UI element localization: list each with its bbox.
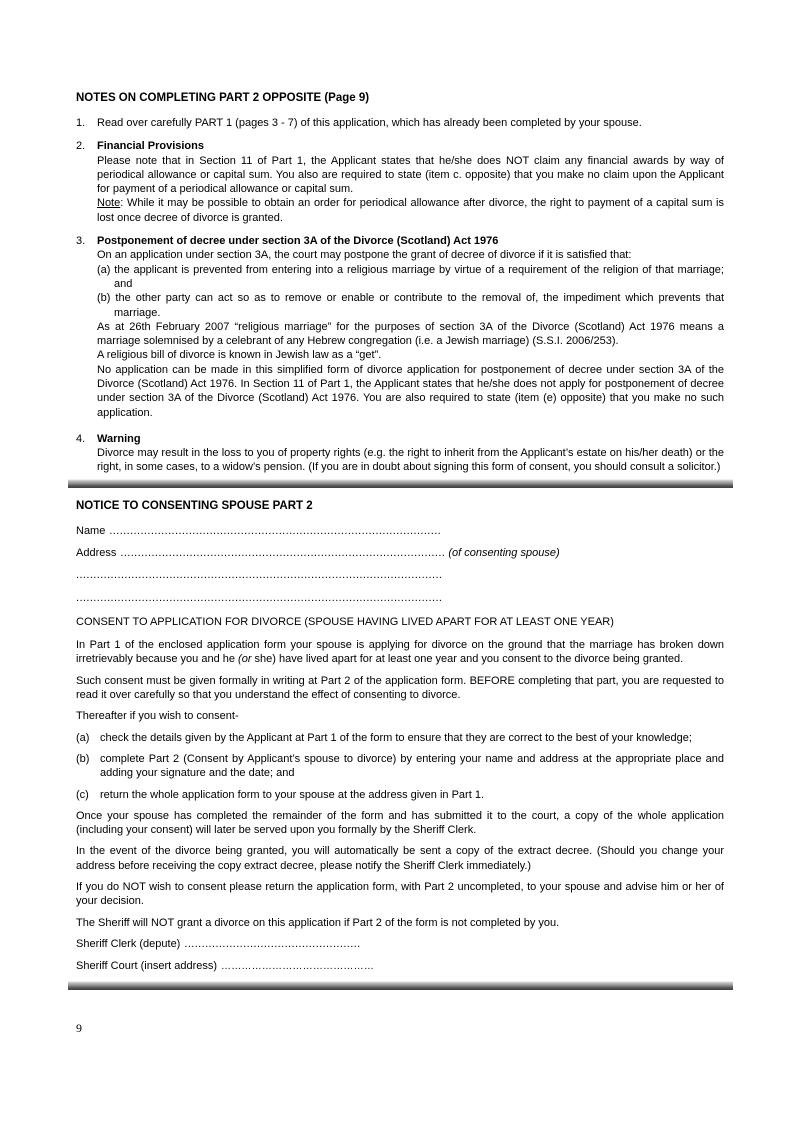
- consent-step-b-label: (b): [76, 752, 90, 765]
- address-line-3: [76, 591, 724, 605]
- consent-step-b-text: complete Part 2 (Consent by Applicant’s spouse to divorce) by entering your name and address at the appropriate place and adding your signature and the date; and: [100, 752, 724, 780]
- note-item-2-note: [97, 196, 724, 225]
- consent-paragraph-5: In the event of the divorce being granted, you will automatically be sent a copy of the extract decree. (Should you change your address before receiving the copy extract decree, please notify the Sheriff Clerk immediately.): [76, 845, 724, 872]
- note-item-2-heading: Financial Provisions: [97, 140, 204, 153]
- consent-heading: CONSENT TO APPLICATION FOR DIVORCE (SPOUSE HAVING LIVED APART FOR AT LEAST ONE YEAR): [76, 615, 614, 628]
- sheriff-clerk-line: [76, 937, 724, 951]
- consent-step-b: [76, 752, 724, 781]
- note-item-4-heading: Warning: [97, 432, 141, 445]
- sheriff-court-fill-dots: ………………………………………: [221, 961, 375, 973]
- note-item-3-paragraph-3: A religious bill of divorce is known in Jewish law as a “get”.: [97, 349, 382, 362]
- consent-paragraph-6: If you do NOT wish to consent please return the application form, with Part 2 uncompleted, to your spouse and advise him or her of your decision.: [76, 881, 724, 908]
- note-item-2-paragraph: Please note that in Section 11 of Part 1, the Applicant states that he/she does NOT claim any financial awards by way of periodical allowance or capital sum. You also are required to state (item c. opposite) that you make no claim upon the Applicant for payment of a periodical allowance or capital sum.: [97, 154, 724, 196]
- consent-step-c-text: return the whole application form to your spouse at the address given in Part 1.: [100, 788, 484, 801]
- consent-paragraph-1: [76, 638, 724, 667]
- note-item-3-number: 3.: [76, 235, 86, 248]
- note-label: Note: [97, 197, 121, 210]
- note-item-4-paragraph: Divorce may result in the loss to you of property rights (e.g. the right to inherit from the Applicant’s estate on his/her death) or the right, in some cases, to a widow’s pension. (If you are in doubt about signing this form of consent, you should consult a solicitor.): [97, 447, 724, 474]
- note-item-3-sub-b: (b) the other party can act so as to remove or enable or contribute to the removal of, the impediment which prevents that marriage.: [97, 292, 724, 319]
- note-item-2: [76, 139, 724, 225]
- name-line: [76, 524, 724, 538]
- consent-step-c: [76, 788, 724, 802]
- note-item-3: [76, 234, 724, 420]
- consent-step-a-text: check the details given by the Applicant at Part 1 of the form to ensure that they are correct to the best of your knowledge;: [100, 731, 692, 744]
- notice-title: NOTICE TO CONSENTING SPOUSE PART 2: [76, 499, 313, 512]
- note-item-1-number: 1.: [76, 116, 86, 129]
- note-item-3-paragraph-4: No application can be made in this simplified form of divorce application for postponement of decree under section 3A of the Divorce (Scotland) Act 1976. In Section 11 of Part 1, the Applicant states that he/she does not apply for postponement of decree under section 3A of the Divorce (Scotland) Act 1976. You are also required to state (item (e) opposite) that you make no such application.: [97, 363, 724, 419]
- note-item-1-text: Read over carefully PART 1 (pages 3 - 7) of this application, which has already been completed by your spouse.: [97, 116, 642, 129]
- consent-step-c-label: (c): [76, 788, 89, 801]
- note-text: : While it may be possible to obtain an order for periodical allowance after divorce, the right to payment of a capital sum is lost once decree of divorce is granted.: [97, 197, 724, 224]
- sheriff-court-line: [76, 959, 724, 973]
- address-fill-dots-3: ..........................................................................................................: [76, 591, 443, 604]
- consent-paragraph-1-italic: (or: [238, 653, 252, 666]
- address-line-2: [76, 568, 724, 582]
- note-item-4: [76, 432, 724, 475]
- page-number: 9: [76, 1020, 82, 1035]
- section-divider-bottom: [68, 981, 733, 990]
- address-line: [76, 546, 724, 560]
- section-divider-top: [68, 479, 733, 488]
- name-fill-dots: ................................................................................................: [109, 524, 442, 537]
- note-item-3-intro: On an application under section 3A, the court may postpone the grant of decree of divorce if it is satisfied that:: [97, 249, 632, 262]
- note-item-2-number: 2.: [76, 140, 86, 153]
- address-suffix: (of consenting spouse): [448, 547, 560, 559]
- consent-paragraph-1b: she) have lived apart for at least one year and you consent to the divorce being granted.: [251, 653, 684, 666]
- sheriff-court-label: Sheriff Court (insert address): [76, 960, 218, 973]
- address-label: Address: [76, 547, 117, 559]
- consent-paragraph-7: The Sheriff will NOT grant a divorce on this application if Part 2 of the form is not completed by you.: [76, 916, 560, 929]
- notes-title: NOTES ON COMPLETING PART 2 OPPOSITE (Page 9): [76, 92, 370, 104]
- note-item-3-sub-a: (a) the applicant is prevented from entering into a religious marriage by virtue of a requirement of the religion of that marriage; and: [97, 263, 724, 290]
- consent-step-a: [76, 731, 724, 745]
- consent-paragraph-4: Once your spouse has completed the remainder of the form and has submitted it to the court, a copy of the whole application (including your consent) will later be served upon you formally by the Sheriff Clerk.: [76, 809, 724, 837]
- address-fill-dots: ..............................................................................................: [120, 547, 446, 559]
- consent-paragraph-2: Such consent must be given formally in writing at Part 2 of the application form. BEFORE completing that part, you are requested to read it over carefully so that you understand the effect of consenting to divorce.: [76, 674, 724, 702]
- consent-step-a-label: (a): [76, 731, 90, 744]
- consent-paragraph-3: Thereafter if you wish to consent-: [76, 710, 239, 723]
- consent-paragraph-1a: In Part 1 of the enclosed application form your spouse is applying for divorce on the ground that the marriage has broken down irretrievably because you and he: [76, 639, 724, 666]
- note-item-3-heading: Postponement of decree under section 3A of the Divorce (Scotland) Act 1976: [97, 235, 499, 248]
- note-item-1: [76, 116, 724, 130]
- name-label: Name: [76, 524, 106, 537]
- note-item-4-number: 4.: [76, 432, 86, 445]
- note-item-3-paragraph-2: As at 26th February 2007 “religious marriage” for the purposes of section 3A of the Divorce (Scotland) Act 1976 means a marriage solemnised by a celebrant of any Hebrew congregation (i.e. a Jewish marriage) (S.S.I. 2006/253).: [97, 320, 724, 348]
- sheriff-clerk-label: Sheriff Clerk (depute): [76, 937, 181, 950]
- address-fill-dots-2: ..........................................................................................................: [76, 569, 443, 582]
- sheriff-clerk-fill-dots: ...................................................: [184, 937, 361, 950]
